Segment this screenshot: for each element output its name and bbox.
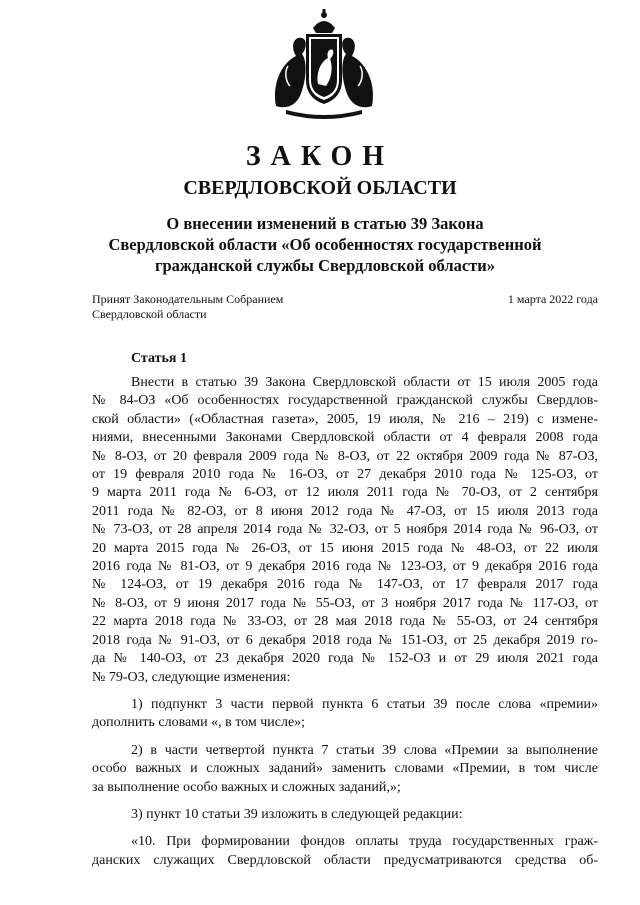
paragraph-line: да № 140-ОЗ, от 23 декабря 2020 года № 152-ОЗ и от 29 июля 2021 года xyxy=(92,651,598,667)
adopted-by xyxy=(92,292,352,322)
law-title-line: Свердловской области «Об особенностях государственной xyxy=(108,235,542,254)
paragraph-line: № 84-ОЗ «Об особенностях государственной гражданской службы Свердлов- xyxy=(92,393,598,409)
article-paragraph xyxy=(92,742,598,797)
paragraph-line: № 8-ОЗ, от 20 февраля 2009 года № 8-ОЗ, от 22 октября 2009 года № 87-ОЗ, xyxy=(92,448,598,464)
paragraph-line: 2018 года № 91-ОЗ, от 6 декабря 2018 года № 151-ОЗ, от 25 декабря 2019 го- xyxy=(92,632,598,648)
paragraph-line: за выполнение особо важных и сложных заданий,»; xyxy=(92,779,401,795)
paragraph-line: 20 марта 2015 года № 26-ОЗ, от 15 июня 2015 года № 48-ОЗ, от 22 июля xyxy=(92,540,598,556)
paragraph-line: № 124-ОЗ, от 19 декабря 2016 года № 147-ОЗ, от 17 февраля 2017 года xyxy=(92,577,598,593)
paragraph-line: 22 марта 2018 года № 33-ОЗ, от 28 мая 2018 года № 55-ОЗ, от 24 сентября xyxy=(92,614,598,630)
adopted-by-line: Принят Законодательным Собранием xyxy=(92,292,284,306)
region-heading: СВЕРДЛОВСКОЙ ОБЛАСТИ xyxy=(183,177,457,199)
adoption-date: 1 марта 2022 года xyxy=(507,292,598,306)
paragraph-line: № 73-ОЗ, от 28 апреля 2014 года № 32-ОЗ, от 5 ноября 2014 года № 96-ОЗ, от xyxy=(92,522,598,538)
article-heading: Статья 1 xyxy=(131,351,187,366)
coat-of-arms-emblem xyxy=(266,6,382,122)
paragraph-line: данских служащих Свердловской области предусматриваются средства об- xyxy=(92,852,598,868)
paragraph-line: дополнить словами «, в том числе»; xyxy=(92,715,306,731)
article-paragraph xyxy=(92,374,598,687)
paragraph-line: особо важных и сложных заданий» заменить словами «Премии, в том числе xyxy=(92,761,598,777)
paragraph-line: ской области» («Областная газета», 2005, 19 июля, № 216 – 219) с измене- xyxy=(92,411,598,427)
adopted-by-line: Свердловской области xyxy=(92,307,207,321)
paragraph-line: № 8-ОЗ, от 9 июня 2017 года № 55-ОЗ, от 3 ноября 2017 года № 117-ОЗ, от xyxy=(92,595,598,611)
article-paragraph xyxy=(92,806,598,824)
paragraph-line: Внести в статью 39 Закона Свердловской области от 15 июля 2005 года xyxy=(131,375,598,390)
paragraph-line: «10. При формировании фондов оплаты труда государственных граж- xyxy=(131,834,598,850)
paragraph-line: 1) подпункт 3 части первой пункта 6 статьи 39 после слова «премии» xyxy=(131,696,598,712)
law-title xyxy=(90,213,560,276)
paragraph-line: 2011 года № 82-ОЗ, от 8 июня 2012 года № 47-ОЗ, от 15 июля 2013 года xyxy=(92,503,598,519)
article-paragraph xyxy=(92,833,598,870)
paragraph-line: 2) в части четвертой пункта 7 статьи 39 слова «Премии за выполнение xyxy=(131,742,598,758)
paragraph-line: 3) пункт 10 статьи 39 изложить в следующей редакции: xyxy=(131,806,463,822)
paragraph-line: № 79-ОЗ, следующие изменения: xyxy=(92,669,291,685)
article-body xyxy=(92,374,598,879)
law-title-line: О внесении изменений в статью 39 Закона xyxy=(166,214,484,233)
law-title-line: гражданской службы Свердловской области» xyxy=(154,256,496,275)
paragraph-line: 9 марта 2011 года № 6-ОЗ, от 12 июля 2011 года № 70-ОЗ, от 2 сентября xyxy=(92,485,598,501)
paragraph-line: от 19 февраля 2010 года № 16-ОЗ, от 27 декабря 2010 года № 125-ОЗ, от xyxy=(92,467,598,483)
paragraph-line: 2016 года № 81-ОЗ, от 9 декабря 2016 года № 123-ОЗ, от 9 декабря 2016 года xyxy=(92,559,598,575)
document-type-heading: ЗАКОН xyxy=(245,141,395,172)
paragraph-line: ниями, внесенными Законами Свердловской области от 4 февраля 2008 года xyxy=(92,430,598,446)
article-paragraph xyxy=(92,696,598,733)
